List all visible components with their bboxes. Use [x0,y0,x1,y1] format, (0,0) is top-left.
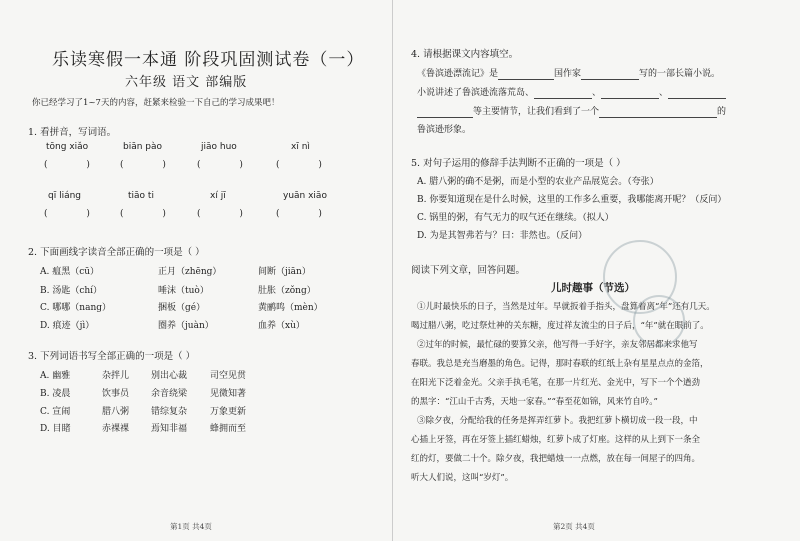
q4-line-2: 小说讲述了鲁滨逊流落荒岛、 、 、 [417,85,726,99]
q4-line-4: 鲁滨逊形象。 [417,125,472,135]
q3-option-a3: 别出心裁 [151,371,188,381]
answer-blank-3[interactable]: ( ) [197,160,261,170]
q2-option-a2: 正月（zhēng） [158,267,222,277]
q4-line1-text-a: 《鲁滨逊漂流记》是 [417,69,499,79]
answer-blank-4[interactable]: ( ) [276,160,340,170]
q4-line3-text-b: 的 [717,107,727,117]
q2-option-d2: 圈养（juàn） [158,321,214,331]
answer-blank-2[interactable]: ( ) [120,160,184,170]
q2-option-c1: C. 哪哪（nang） [40,303,112,313]
q2-option-d1: D. 痕迹（jì） [40,321,95,331]
answer-blank-6[interactable]: ( ) [120,209,184,219]
q5-option-a: A. 腊八粥的确不是粥，而是小型的农业产品展览会。（夸张） [417,177,659,187]
reading-line-4: 春联。我总是充当磨墨的角色。记得，那时春联的红纸上杂有星星点点的金箔， [411,359,709,369]
pinyin-7: xí jī [210,191,226,201]
q3-option-d2: 赤裸裸 [102,424,130,434]
q3-option-c4: 万象更新 [210,407,247,417]
q3-option-a2: 杂拌儿 [102,371,130,381]
q3-option-a4: 司空见贯 [210,371,247,381]
q2-option-a3: 间断（jiān） [258,267,311,277]
blank-character[interactable] [599,107,717,118]
pinyin-8: yuān xiāo [283,191,327,201]
q2-option-b2: 唾沫（tuò） [158,286,209,296]
reading-line-8: 心插上牙签，再在牙签上插红蜡烛，红萝卜成了灯座。这样的从上到下一条全 [411,435,701,445]
answer-blank-8[interactable]: ( ) [276,209,340,219]
intro-text: 你已经学习了1~7天的内容，赶紧来检验一下自己的学习成果吧！ [32,98,280,108]
watermark-stamp-small [633,295,685,347]
q3-option-d3: 焉知非福 [151,424,188,434]
q2-option-c2: 捆板（gé） [158,303,206,313]
q3-option-b3: 余音绕梁 [151,389,188,399]
q4-line-3 [417,104,726,118]
q2-option-a1: A. 瘟黑（cū） [40,267,100,277]
q5-option-b: B. 你要知道现在是什么时候，这里的工作多么重要，我哪能离开呢？（反问） [417,195,727,205]
page-title: 乐读寒假一本通 阶段巩固测试卷（一） [52,50,365,70]
q3-option-c1: C. 宣闹 [40,407,71,417]
reading-line-6: 的黑字：“江山千古秀，天地一家春。”“春至花如锦，风来竹自吟。” [411,397,658,407]
pinyin-3: jiāo huo [201,142,237,152]
q4-line1-text-b: 国作家 [554,69,582,79]
pinyin-2: biān pào [123,142,163,152]
pinyin-5: qī liáng [48,191,82,201]
q4-line3-text-a: 等主要情节，让我们看到了一个 [473,107,600,117]
reading-line-7: ③除夕夜，分配给我的任务是挥弄红萝卜。我把红萝卜横切成一段一段，中 [417,416,698,426]
q3-option-b2: 饮事员 [102,389,130,399]
q5-option-d: D. 为是其智弗若与？曰：非然也。（反问） [417,231,588,241]
pinyin-1: tōng xiǎo [46,142,89,152]
left-page [0,0,392,541]
q3-option-b4: 见微知著 [210,389,247,399]
page-footer-right: 第2页 共4页 [553,522,595,531]
q4-label: 4. 请根据课文内容填空。 [411,49,519,60]
blank-plot-2[interactable] [601,88,659,99]
answer-blank-1[interactable]: ( ) [44,160,108,170]
page-subtitle: 六年级 语文 部编版 [125,75,248,90]
pinyin-6: tiāo ti [128,191,154,201]
q3-label: 3. 下列词语书写全部正确的一项是（ ） [28,351,196,362]
q2-option-c3: 黄鹂鸣（mèn） [258,303,323,313]
answer-blank-7[interactable]: ( ) [197,209,261,219]
q5-option-c: C. 锅里的粥，有气无力的叹气还在继续。（拟人） [417,213,614,223]
blank-country[interactable] [498,69,554,80]
q3-option-d4: 蜂拥而至 [210,424,247,434]
q3-option-d1: D. 目睹 [40,424,71,434]
q3-option-b1: B. 凌晨 [40,389,71,399]
q1-label: 1. 看拼音，写词语。 [28,127,117,138]
reading-line-10: 听大人们说，这叫“岁灯”。 [411,473,514,483]
q4-line-1 [417,66,720,80]
q5-label: 5. 对句子运用的修辞手法判断不正确的一项是（ ） [411,158,626,169]
reading-title: 儿时趣事（节选） [551,282,635,294]
q4-line1-text-c: 写的一部长篇小说。 [639,69,721,79]
reading-line-9: 红的灯，要做二十个。除夕夜，我把蜡烛一一点燃，放在每一间屋子的四角。 [411,454,701,464]
page-footer: 第1页 共4页 [170,522,212,531]
blank-plot-4[interactable] [417,107,473,118]
right-page [392,0,800,541]
blank-plot-1[interactable] [534,88,592,99]
q3-option-c2: 腊八粥 [102,407,130,417]
reading-line-2: 喝过腊八粥，吃过祭灶神的关东糖，度过祥友流尘的日子后，“年”就在眼前了。 [411,321,709,331]
q3-option-a1: A. 幽雅 [40,371,71,381]
reading-instruction: 阅读下列文章，回答问题。 [411,265,526,276]
q2-label: 2. 下面画线字读音全部正确的一项是（ ） [28,247,205,258]
answer-blank-5[interactable]: ( ) [44,209,108,219]
blank-author[interactable] [581,69,639,80]
blank-plot-3[interactable] [668,88,726,99]
q2-option-d3: 血养（xù） [258,321,305,331]
pinyin-4: xī nì [291,142,310,152]
q3-option-c3: 错综复杂 [151,407,188,417]
q4-line2-text: 小说讲述了鲁滨逊流落荒岛、 [417,88,535,98]
reading-line-5: 在阳光下泛着金光。父亲手执毛笔，在那一片红光、金光中，写下一个个遒劲 [411,378,701,388]
q2-option-b3: 肚胀（zǒng） [258,286,316,296]
reading-line-1: ①儿时最快乐的日子，当然是过年。早就扳着手指头，盘算着离“年”还有几天。 [417,302,715,312]
reading-line-3: ②过年的时候，最忙碌的要算父亲，他写得一手好字，亲友邻居都来求他写 [417,340,698,350]
q2-option-b1: B. 汤匙（chí） [40,286,103,296]
